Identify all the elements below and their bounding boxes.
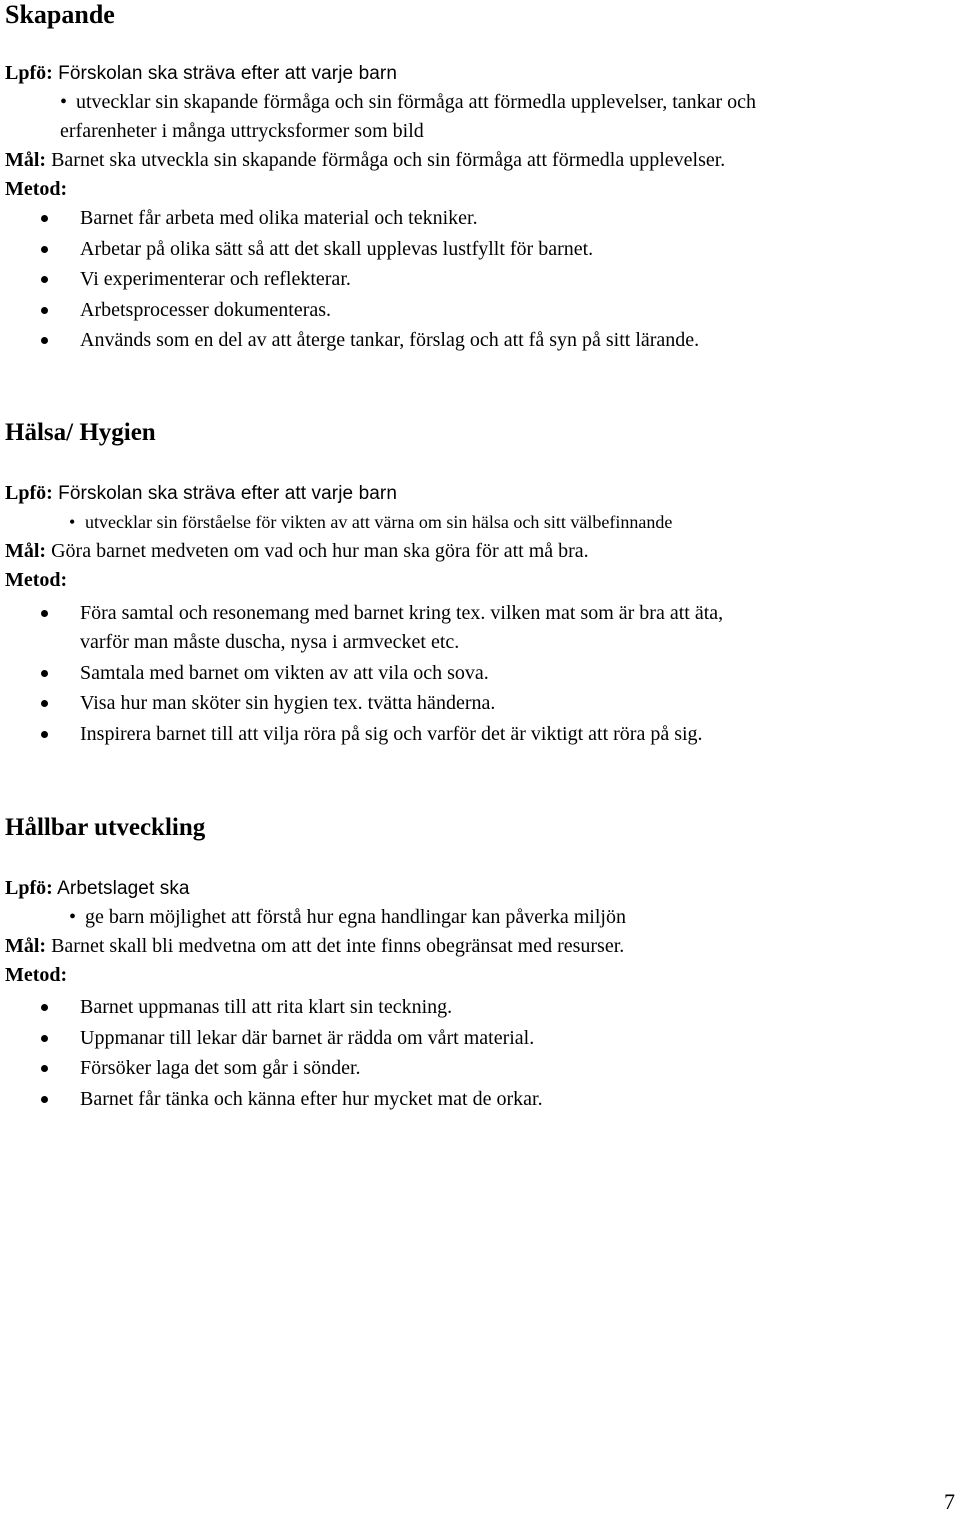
goal-text: utvecklar sin skapande förmåga och sin förmåga att förmedla upplevelser, tankar och	[76, 91, 757, 113]
bullet-icon	[41, 1004, 48, 1011]
metod-label: Metod:	[5, 569, 68, 591]
lpfo-label: Lpfö:	[5, 877, 53, 899]
bullet-icon	[41, 307, 48, 314]
list-item-text: Barnet får tänka och känna efter hur mycket mat de orkar.	[80, 1087, 543, 1110]
list-item-text: Visa hur man sköter sin hygien tex. tvätta händerna.	[80, 692, 496, 714]
section-heading: Skapande	[5, 0, 115, 29]
bullet-icon	[41, 670, 48, 677]
lpfo-label: Lpfö:	[5, 62, 53, 84]
list-item	[5, 1085, 945, 1114]
bullet-icon	[41, 337, 48, 344]
lpfo-line	[5, 479, 945, 508]
list-item	[5, 265, 945, 294]
lpfo-goal-continued	[5, 117, 945, 146]
lpfo-goal	[5, 903, 945, 932]
list-item-text: Försöker laga det som går i sönder.	[80, 1057, 361, 1079]
mal-text: Barnet skall bli medvetna om att det inte finns obegränsat med resurser.	[46, 935, 625, 957]
mal-line	[5, 932, 945, 961]
lpfo-goal	[5, 88, 945, 117]
list-item	[5, 326, 945, 355]
list-item	[5, 1054, 945, 1083]
list-item-text: Barnet får arbeta med olika material och tekniker.	[80, 207, 478, 229]
list-item	[5, 1024, 945, 1053]
list-item-text: Arbetsprocesser dokumenteras.	[80, 298, 332, 321]
method-list	[5, 599, 945, 749]
goal-text-continued: erfarenheter i många uttrycksformer som bild	[60, 120, 424, 142]
lpfo-line	[5, 59, 945, 88]
metod-label: Metod:	[5, 964, 68, 986]
metod-label: Metod:	[5, 178, 68, 200]
mal-line	[5, 146, 945, 175]
list-item	[5, 720, 945, 749]
goal-bullet: •	[69, 906, 77, 928]
lpfo-line	[5, 874, 945, 903]
list-item-text: varför man måste duscha, nysa i armvecket etc.	[80, 631, 460, 653]
mal-text: Barnet ska utveckla sin skapande förmåga och sin förmåga att förmedla upplevelser.	[46, 149, 726, 171]
goal-text: ge barn möjlighet att förstå hur egna handlingar kan påverka miljön	[85, 906, 626, 928]
bullet-icon	[41, 1096, 48, 1103]
list-item-text: Barnet uppmanas till att rita klart sin teckning.	[80, 996, 453, 1018]
method-list	[5, 993, 945, 1114]
section-heading: Hälsa/ Hygien	[5, 419, 156, 446]
list-item-text: Används som en del av att återge tankar, förslag och att få syn på sitt lärande.	[80, 329, 700, 351]
mal-line	[5, 537, 945, 566]
bullet-icon	[41, 1035, 48, 1042]
page-number: 7	[944, 1489, 955, 1514]
bullet-icon	[41, 276, 48, 283]
bullet-icon	[41, 246, 48, 253]
list-item	[5, 599, 945, 628]
lpfo-goal	[5, 508, 945, 537]
mal-text: Göra barnet medveten om vad och hur man ska göra för att må bra.	[46, 540, 589, 562]
bullet-icon	[41, 215, 48, 222]
goal-bullet: •	[60, 91, 68, 113]
section-halsa-hygien	[5, 418, 945, 750]
goal-bullet: •	[69, 512, 76, 532]
list-item	[5, 689, 945, 718]
lpfo-text: Arbetslaget ska	[52, 878, 190, 899]
list-item	[5, 659, 945, 688]
list-item-text: Inspirera barnet till att vilja röra på sig och varför det är viktigt att röra på sig.	[80, 722, 703, 745]
list-item	[5, 993, 945, 1022]
lpfo-label: Lpfö:	[5, 482, 53, 504]
section-hallbar-utveckling	[5, 813, 945, 1115]
list-item-continuation	[5, 628, 945, 657]
list-item-text: Uppmanar till lekar där barnet är rädda om vårt material.	[80, 1026, 535, 1049]
bullet-icon	[41, 731, 48, 738]
list-item-text: Föra samtal och resonemang med barnet kring tex. vilken mat som är bra att äta,	[80, 602, 724, 624]
mal-label: Mål:	[5, 540, 47, 562]
list-item-text: Samtala med barnet om vikten av att vila och sova.	[80, 661, 489, 684]
section-skapande	[5, 0, 945, 357]
list-item	[5, 296, 945, 325]
lpfo-text: Förskolan ska sträva efter att varje barn	[52, 63, 398, 84]
list-item-text: Arbetar på olika sätt så att det skall upplevas lustfyllt för barnet.	[80, 237, 594, 260]
goal-text: utvecklar sin förståelse för vikten av att värna om sin hälsa och sitt välbefinnande	[85, 512, 673, 532]
bullet-icon	[41, 1065, 48, 1072]
list-item	[5, 204, 945, 233]
mal-label: Mål:	[5, 149, 47, 171]
lpfo-text: Förskolan ska sträva efter att varje barn	[52, 483, 398, 504]
list-item-text: Vi experimenterar och reflekterar.	[80, 268, 351, 290]
bullet-icon	[41, 610, 48, 617]
bullet-icon	[41, 700, 48, 707]
method-list	[5, 204, 945, 355]
section-heading: Hållbar utveckling	[5, 814, 206, 841]
list-item	[5, 235, 945, 264]
mal-label: Mål:	[5, 935, 47, 957]
